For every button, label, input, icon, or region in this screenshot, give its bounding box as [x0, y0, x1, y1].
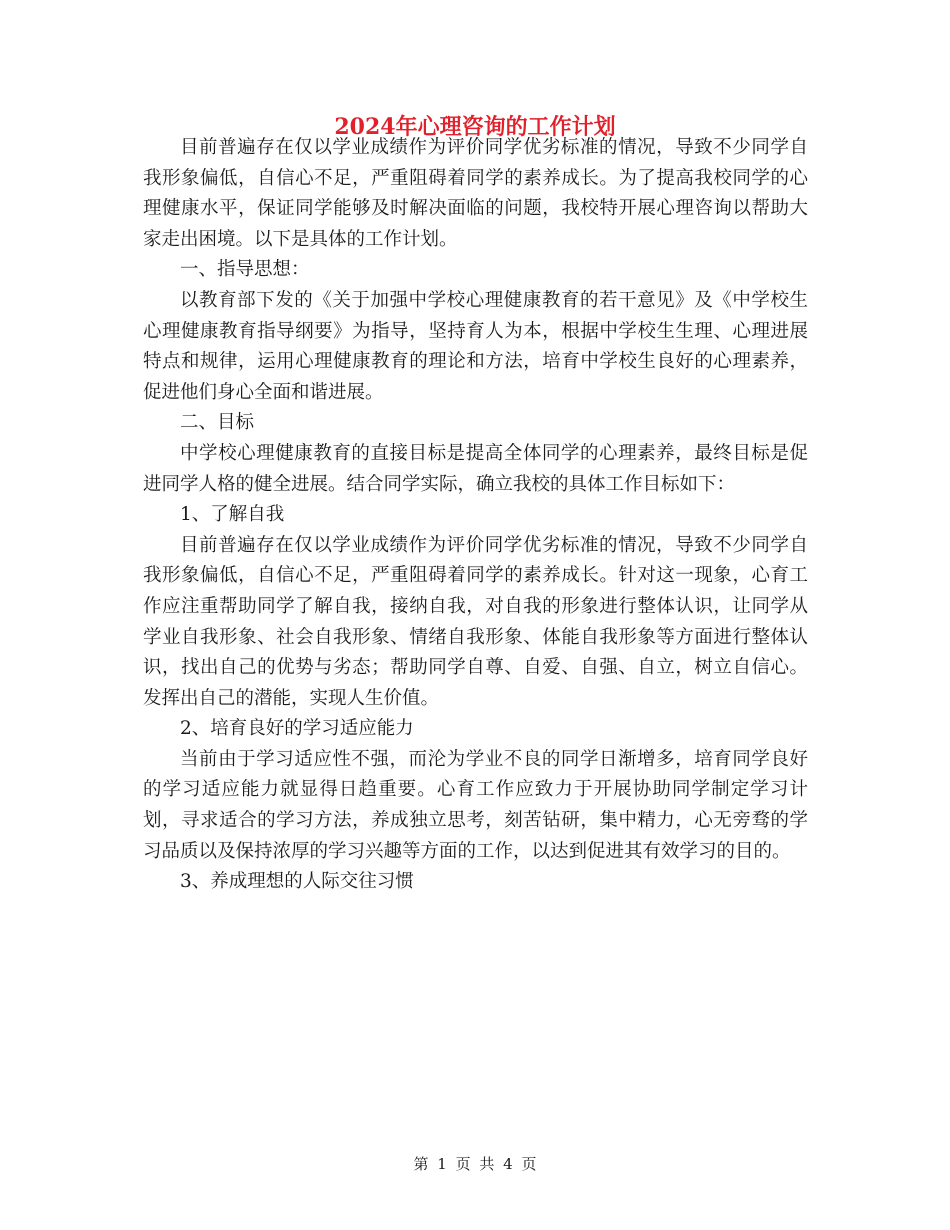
goals-paragraph: 中学校心理健康教育的直接目标是提高全体同学的心理素养，最终目标是促进同学人格的健全进展。结合同学实际，确立我校的具体工作目标如下： [143, 442, 808, 495]
intro-paragraph: 目前普遍存在仅以学业成绩作为评价同学优劣标准的情况，导致不少同学自我形象偏低，自信心不足，严重阻碍着同学的素养成长。为了提高我校同学的心理健康水平，保证同学能够及时解决面临的问题，我校特开展心理咨询以帮助大家走出困境。以下是具体的工作计划。 [143, 137, 808, 250]
section-heading-guiding-ideology: 一、指导思想： [180, 259, 310, 281]
subheading-understand-self: 1、了解自我 [180, 504, 285, 526]
learning-adaptability-paragraph: 当前由于学习适应性不强，而沦为学业不良的同学日渐增多，培育同学良好的学习适应能力就显得日趋重要。心育工作应致力于开展协助同学制定学习计划，寻求适合的学习方法，养成独立思考，刻苦钻研，集中精力，心无旁骛的学习品质以及保持浓厚的学习兴趣等方面的工作，以达到促进其有效学习的目的。 [143, 748, 808, 862]
section-heading-goals: 二、目标 [180, 412, 255, 434]
understand-self-paragraph: 目前普遍存在仅以学业成绩作为评价同学优劣标准的情况，导致不少同学自我形象偏低，自信心不足，严重阻碍着同学的素养成长。针对这一现象，心育工作应注重帮助同学了解自我，接纳自我，对自我的形象进行整体认识，让同学从学业自我形象、社会自我形象、情绪自我形象、体能自我形象等方面进行整体认识，找出自己的优势与劣态；帮助同学自尊、自爱、自强、自立，树立自信心。发挥出自己的潜能，实现人生价值。 [143, 534, 808, 709]
document-body [143, 133, 808, 898]
document-title: 2024年心理咨询的工作计划 [334, 114, 616, 140]
subheading-learning-adaptability: 2、培育良好的学习适应能力 [180, 718, 414, 740]
page-number-footer: 第 1 页 共 4 页 [413, 1155, 537, 1173]
subheading-interpersonal-habits: 3、养成理想的人际交往习惯 [180, 871, 414, 893]
guiding-ideology-paragraph: 以教育部下发的《关于加强中学校心理健康教育的若干意见》及《中学校生心理健康教育指导纲要》为指导，坚持育人为本，根据中学校生生理、心理进展特点和规律，运用心理健康教育的理论和方法，培育中学校生良好的心理素养，促进他们身心全面和谐进展。 [143, 289, 808, 403]
